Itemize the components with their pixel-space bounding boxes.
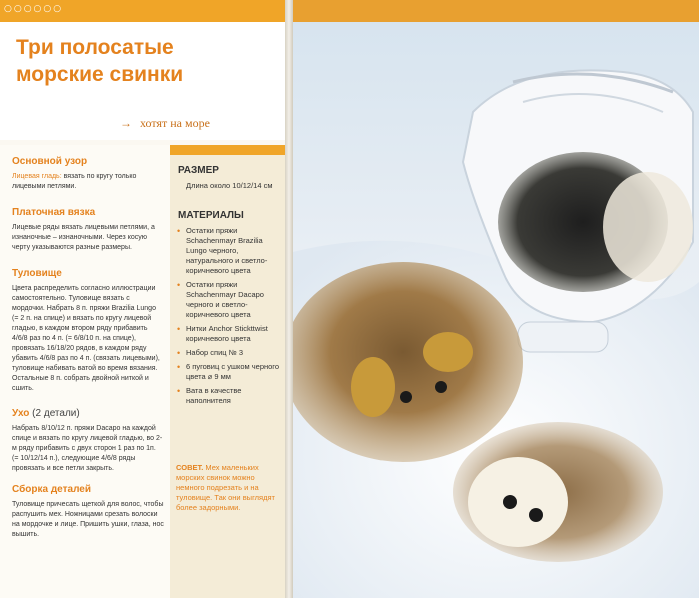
section-text-garter: Лицевые ряды вязать лицевыми петлями, а изнаночные – изнаночными. Через косую черту указываются разные размеры. bbox=[12, 224, 155, 251]
ear-heading-text: Ухо bbox=[12, 408, 30, 419]
arrow-icon: → bbox=[120, 116, 132, 130]
section-text-body: Цвета распределить согласно иллюстрации самостоятельно. Туловище вязать с мордочки. Набрать 8 п. пряжи Brazilia Lungo (= 2 п. на спице) и вязать по кругу лицевой гладью, в каждом втором ряду прибавить 4/6/8 раз по 4 п. (= 6/8/10 п. на спице), провязать 16/18/20 рядов, в каждом ряду убавить 4/6/8 раз по 4 п. (связать лицевыми), туловище набивать ватой во время вязания. Остальные 8 п. собрать двойной ниткой и сшить. bbox=[12, 285, 160, 392]
photo-guinea-pigs bbox=[293, 0, 699, 598]
main-pattern-label: Лицевая гладь: bbox=[12, 173, 62, 180]
materials-item: • Вата в качестве наполнителя bbox=[176, 386, 284, 406]
main-pattern-text: вязать по кругу только лицевыми петлями. bbox=[12, 173, 137, 190]
photo-illustration bbox=[293, 22, 699, 598]
materials-list bbox=[176, 226, 284, 410]
tip-label: СОВЕТ. bbox=[176, 463, 204, 472]
subtitle bbox=[120, 116, 210, 131]
materials-item: • 6 пуговиц с ушком черного цвета ⌀ 9 мм bbox=[176, 362, 284, 382]
page-title bbox=[16, 34, 276, 88]
photo-top-band bbox=[293, 0, 699, 22]
section-heading-assembly: Сборка деталей bbox=[12, 484, 91, 495]
section-heading-main-pattern: Основной узор bbox=[12, 156, 88, 167]
materials-item: • Остатки пряжи Schachenmayr Dacapo черного и светло-коричневого цвета bbox=[176, 280, 284, 320]
materials-item: • Остатки пряжи Schachenmayr Brazilia Lungo черного, натурального и светло-коричневого цвета bbox=[176, 226, 284, 276]
materials-item: • Набор спиц № 3 bbox=[176, 348, 284, 358]
section-heading-garter: Платочная вязка bbox=[12, 207, 96, 218]
tip-box bbox=[176, 463, 282, 513]
top-band bbox=[0, 0, 288, 22]
photo-background bbox=[293, 22, 699, 598]
subtitle-text: хотят на море bbox=[140, 116, 210, 130]
page-gutter bbox=[285, 0, 293, 598]
size-heading: РАЗМЕР bbox=[178, 165, 219, 176]
materials-panel-band bbox=[170, 145, 288, 155]
left-page bbox=[0, 0, 288, 598]
materials-heading: МАТЕРИАЛЫ bbox=[178, 210, 244, 221]
materials-item: • Нитки Anchor Stickttwist коричневого цвета bbox=[176, 324, 284, 344]
ear-heading-note: (2 детали) bbox=[29, 408, 80, 419]
tip-text: Мех маленьких морских свинок можно немного подрезать и на туловище. Так они выглядят более задорными. bbox=[176, 463, 275, 512]
title-line-1: Три полосатые bbox=[16, 36, 174, 59]
decorative-dots: ○○○○○○ bbox=[4, 4, 64, 14]
section-text-assembly: Туловище причесать щеткой для волос, чтобы распушить мех. Ножницами срезать волоски на мордочке и лице. Пришить ушки, глаза, нос вышить. bbox=[12, 501, 164, 538]
section-text-main-pattern bbox=[12, 172, 164, 192]
section-text-ear: Набрать 8/10/12 п. пряжи Dacapo на каждой спице и вязать по кругу лицевой гладью, во 2-м ряду прибавить с двух сторон 1 раз по 1п. (= 10/12/14 п.), следующие 4/6/8 ряды провязать и все петли закрыть. bbox=[12, 425, 163, 472]
size-text: Длина около 10/12/14 см bbox=[186, 181, 273, 190]
section-heading-body: Туловище bbox=[12, 268, 62, 279]
title-line-2: морские свинки bbox=[16, 63, 184, 86]
section-heading-ear bbox=[12, 408, 80, 419]
